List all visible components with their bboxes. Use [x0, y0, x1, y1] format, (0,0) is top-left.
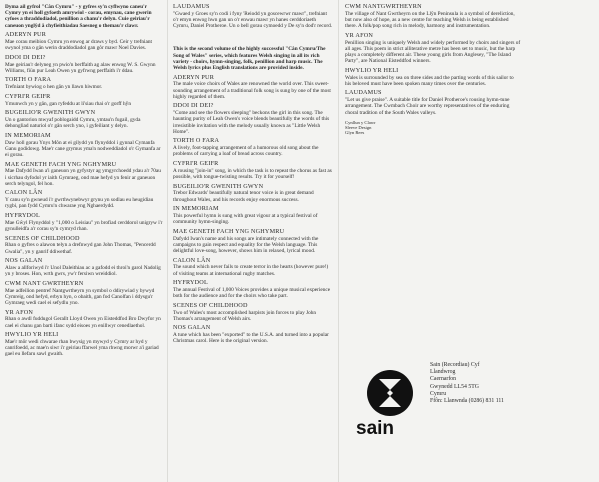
- track-description: The village of Nant Gwrtheyrn on the Llŷn Peninsula is a symbol of dereliction, but now also of hope, as a new centre for teaching Welsh is being established there. A folk/pop song rich in melody, harmony and instrumentation.: [345, 10, 515, 30]
- track-description: Penillion singing is uniquely Welsh and widely performed by choirs and singers of all ages. This poem in strict alliterative metre has been set to music, but the harp plays a completely different air. These young girls from Anglesey, "The Island Party", are National Eisteddfod winners.: [345, 39, 521, 65]
- address-line: Cymru: [430, 390, 447, 397]
- track-description: Mae geiriau'r delyneg yn pwio'n berffaith ag alaw enwog W. S. Gwynn Williams, fiün pur Leah Owen yn gyfrwng perffaith i'r ddau.: [5, 61, 156, 74]
- track-description: Un o gantorion mwyaf poblogaidd Cymru, ymtau'n fugail, gyda dehongliad naturiol o'r gân serch yno, i gyfeiliant y delyn.: [5, 116, 141, 130]
- track-title: LAUDAMUS: [345, 89, 382, 97]
- credit-line: Glyn Rees: [345, 130, 365, 136]
- track-description: Rhan o gyfres o alawon telyn a drefnwyd gan John Thomas, "Pencerdd Gwalia", yn y ganrif ddiwethaf.: [5, 242, 156, 255]
- track-title: CYFRI'R GEIFR: [173, 160, 219, 167]
- track-title: BUGEILIO'R GWENITH GWYN: [173, 182, 264, 190]
- track-title: LAUDAMUS: [173, 4, 210, 10]
- track-description: "Gwaed y Groes sy'n codi i fyny 'Reiodd yn goscewrwr mawr", trefniant o'r emyn enwog hwn gan un o'r enwau mawr yn hanes cerddoriaeth Cymru, Daniel Protheroe. Un o bell gorau cymoedd y De sy'n dod'r record.: [173, 10, 333, 30]
- english-track-notes-continued: [345, 4, 521, 116]
- track-title: BUGEILIO'R GWENITH GWYN: [5, 109, 96, 117]
- publisher-address: [430, 362, 504, 405]
- track-description: Dafydd Iwan's name and his songs are intimately connected with the campaigns to gain respect and equality for the Welsh language. This delightful love-song, however, shows him in relaxed, lyrical mood.: [173, 235, 319, 254]
- english-notes-column: [173, 4, 333, 478]
- track-title: CYFRI'R GEIFR: [5, 92, 51, 100]
- credit-line: Cynllun y Clawr: [345, 119, 376, 125]
- track-description: The male voice choirs of Wales are renowned the world over. This sweet-sounding arrangement of a traditional folk song is sung by one of the most highly regarded of them.: [173, 81, 331, 100]
- track-title: CWM NANT GWRTHEYRN: [5, 279, 84, 287]
- track-title: HWYLIO YR HELI: [345, 66, 399, 74]
- track-title: ADERYN PUR: [5, 31, 47, 39]
- track-description: Two of Wales's most accomplished harpists join forces to play John Thomas's arrangement of Welsh airs.: [173, 309, 317, 322]
- track-title: DDOI DI DEI?: [5, 53, 46, 61]
- track-title: HWYLIO YR HELI: [5, 331, 59, 339]
- sleeve-credits: [345, 120, 521, 136]
- track-title: HYFRYDOL: [5, 211, 40, 219]
- track-title: SCENES OF CHILDHOOD: [173, 301, 248, 309]
- track-description: This powerful hymn is sung with great vigour at a typical festival of community hymn-singing.: [173, 212, 318, 226]
- phone-number: Ffôn: Llanwnda (0286) 831 111: [430, 398, 504, 405]
- track-title: MAE GENETH FACH YNG NGHYMRU: [5, 160, 117, 168]
- panel-fold-left: [167, 0, 168, 482]
- track-description: The sound which never fails to create terror in the hearts (however pure!) of visiting teams at international rugby matches.: [173, 264, 329, 277]
- track-title: YR AFON: [5, 308, 34, 316]
- track-description: Wales is surrounded by sea on three sides and the parting words of this sailor to his beloved must have been spoken many times over the centuries.: [345, 74, 514, 87]
- sain-logo-icon: [365, 368, 415, 423]
- track-description: Y canu sy'n gwneud i'r gwrthwynebwyr grynu yn sodlau eu heugidiau rygbi, pan fydd Cymru'n chwarae yng Nghaerdydd.: [5, 197, 154, 210]
- track-description: The annual Festival of 1,000 Voices provides a unique musical experience both for the audience and for the choirs who take part.: [173, 286, 331, 300]
- track-description: Mae Dafydd Iwan a'i ganeuon yn gyfystyr ag ymgyrchoedd ydau a'r 70au i sicrhau dyfodol yr iaith Gymraeg, ond mae hefyd yn fenir ar ganeuon serch telyngol, fel hon.: [5, 168, 161, 187]
- track-title: SCENES OF CHILDHOOD: [5, 234, 80, 242]
- track-description: A tune which has been "exported" to the U.S.A. and turned into a popular Christmas carol. Here is the original version.: [173, 332, 329, 345]
- track-title: HYFRYDOL: [173, 279, 208, 287]
- track-description: Mae adfeilion pentref Nantgwrtheyrn yn symbol o ddirywiad y bywyd Cymreig, ond hefyd, erbyn hyn, o obaith, gan fod Canolfan i ddysgu'r Gymraeg wedi cael ei sefydlu yno.: [5, 287, 155, 306]
- laudamus-welsh-note: [173, 4, 333, 29]
- track-title: CALON LÂN: [5, 189, 43, 197]
- track-description: Rhan o awdl fuddugol Gerallt Lloyd Owen yn Eisteddfod Bro Dwyfor yn cael ei chanu gan barti ifanc sydd eisoes yn enillwyr cenedlaethol.: [5, 316, 161, 329]
- track-description: Alaw a allforiwyd i'r Unol Daleithiau ac a gafodd ei throi'n garol Nadolig yn y broses. Hon, wrth gwrs, yw'r fersiwn wreiddiol.: [5, 264, 161, 278]
- track-description: Daw holl gorau Ynys Môn at ei gilydd yn flynyddol i gynnal Cymanfa Ganu godidowg. Mae'r cane grymus yma'n nodweddiadol o'r Gymanfa ar ei gorau.: [5, 139, 161, 158]
- welsh-intro: Dyma ail gyfrol "Cân Cymru" - y gyfres sy'n cyflwyno caneu'r Cymry yn ei holl gyfoeth amrywiol - corau, emynau, cane gwerin cyfoes a thraddodiadol, penillion a chanu'r delyn. Cuie geiriau'r caneuon ynglŷd â chyfieithiadau Saesneg o themau'r clawr.: [5, 4, 152, 29]
- track-title: MAE GENETH FACH YNG NGHYMRU: [173, 227, 285, 235]
- track-title: CALON LÂN: [173, 256, 211, 264]
- track-description: Trefniant bywiog o hen gân yn llawn hiwmor.: [5, 84, 103, 91]
- track-title: NOS GALAN: [173, 324, 211, 332]
- welsh-track-notes: [5, 32, 163, 357]
- track-description: Mae corau meibion Cymru yn enwog ar draws y byd. Ceir y trefniant swynol yma o gân werin draddodiadol gan gôr mawr Noel Davies.: [5, 39, 152, 52]
- track-description: Mae'r môr wedi chwarae rhan bwysig yn mywyd y Cymry ar hyd y canrifoedd, ac mae'n siwr i'r geiriau ffarwel yma rhwng morwr a'i gariad gael eu llefaru sawl gwaith.: [5, 338, 159, 358]
- track-description: A lively, foot-tapping arrangement of a humorous old song about the problems of carrying a loaf of bread across country.: [173, 145, 319, 158]
- english-track-notes: [173, 75, 333, 345]
- address-line: Caernarfon: [430, 376, 457, 383]
- track-title: CWM NANTGWRTHEYRN: [345, 4, 422, 10]
- address-line: Sain (Recordiau) Cyf: [430, 362, 480, 368]
- track-description: Trebor Edwards' beautifully natural tenor voice is in great demand throughout Wales, and his records enjoy enormous success.: [173, 190, 314, 203]
- track-title: NOS GALAN: [5, 257, 43, 265]
- track-title: ADERYN PUR: [173, 73, 215, 81]
- english-intro: This is the second volume of the highly successful "Cân Cymru/The Song of Wales" series, which features Welsh singing in all its rich variety - choirs, hymn-singing, folk, penillion and harp music. The Welsh lyrics plus English translations are provided inside.: [173, 46, 326, 72]
- track-title: TORTH O FARA: [5, 76, 52, 84]
- sain-logo-wordmark: sain: [356, 418, 395, 439]
- track-description: "Let us give praise". A suitable title for Daniel Protheroe's rousing hymn-tune arrangement. The Cwmbach Choir are worthy representatives of the enduring choral tradition of the South Wales valleys.: [345, 97, 510, 116]
- track-title: IN MEMORIAM: [173, 205, 219, 213]
- address-line: Llandwrog: [430, 369, 456, 376]
- track-title: IN MEMORIAM: [5, 131, 51, 139]
- track-title: TORTH O FARA: [173, 137, 220, 145]
- address-line: Gwynedd LL54 5TG: [430, 383, 479, 390]
- credit-line: Sleeve Design: [345, 125, 372, 130]
- track-description: "Come and see the flowers sleeping" beckons the girl in this song. The haunting purity of Leah Owen's voice blends beautifully the words of this irresistible invitation with the melody usually known as "Little Welsh Home".: [173, 110, 330, 135]
- welsh-notes-column: [5, 4, 163, 478]
- track-description: Mae Gŵyl Flynyddol y "1,000 o Leisiau" yn brofiad cerddorol unigryw i'r gynulleidfa a'r corau sy'n cymryd rhan.: [5, 219, 163, 232]
- track-title: YR AFON: [345, 31, 374, 39]
- panel-fold-right: [338, 0, 339, 482]
- track-title: DDOI DI DEI?: [173, 102, 214, 110]
- track-description: A rousing "join-in" song, in which the task is to repeat the chorus as fast as possible, with tongue-twisting results. Try it for yourself!: [173, 167, 332, 180]
- track-description: Ymunwch yn y gân, gan ryfeddu at li'siau rhai o'r gorff hŷn: [5, 100, 131, 107]
